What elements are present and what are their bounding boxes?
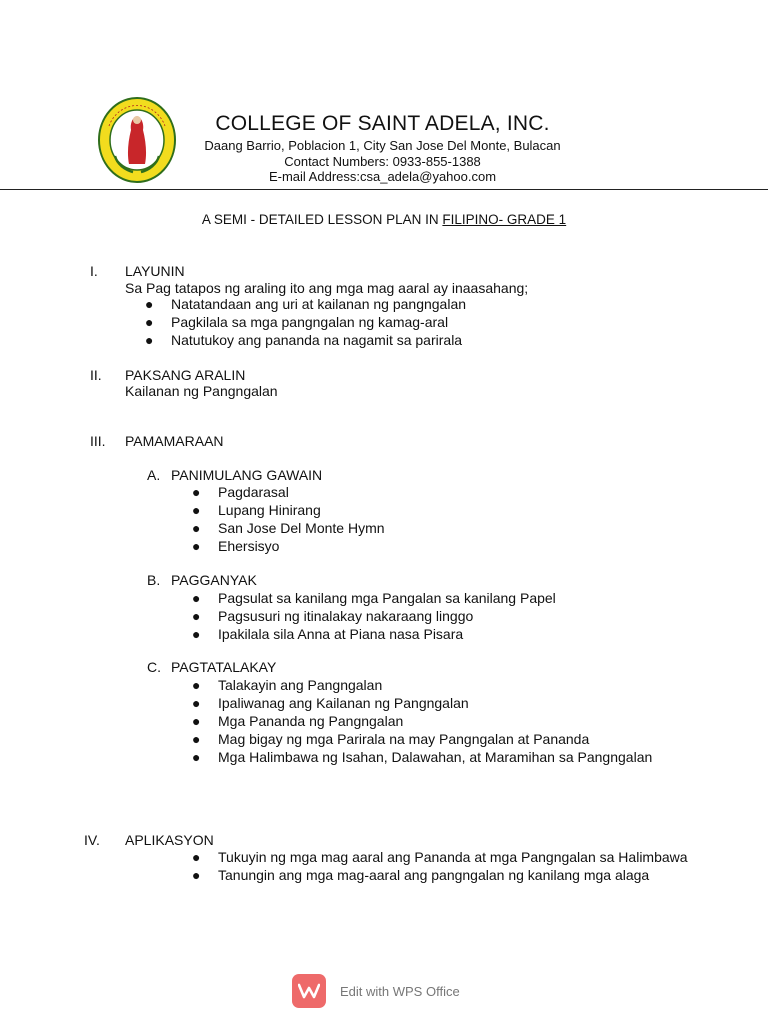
list-item: ● Pagkilala sa mga pangngalan ng kamag-aral — [145, 314, 449, 330]
wps-label: Edit with WPS Office — [340, 983, 460, 999]
bullet-icon: ● — [192, 849, 201, 865]
section-1-number: I. — [90, 263, 98, 279]
section-4-list — [192, 848, 688, 884]
list-item: ● Tanungin ang mga mag-aaral ang pangngalan ng kanilang mga alaga — [192, 867, 650, 883]
section-1-list — [145, 295, 467, 349]
section-2-text: Kailanan ng Pangngalan — [125, 383, 278, 399]
list-item: ● San Jose Del Monte Hymn — [192, 520, 385, 536]
bullet-icon: ● — [192, 731, 201, 747]
list-item: ● Natatandaan ang uri at kailanan ng pangngalan — [145, 296, 467, 312]
list-item: ● Ehersisyo — [192, 538, 280, 554]
list-item: ● Mag bigay ng mga Parirala na may Pangngalan at Pananda — [192, 731, 590, 747]
list-item: ● Pagsusuri ng itinalakay nakaraang linggo — [192, 608, 474, 624]
section-3-title: PAMAMARAAN — [125, 433, 224, 449]
section-4-title: APLIKASYON — [125, 832, 214, 848]
list-item: ● Ipaliwanag ang Kailanan ng Pangngalan — [192, 695, 469, 711]
bullet-icon: ● — [192, 749, 201, 765]
bullet-icon: ● — [192, 713, 201, 729]
list-item: ● Natutukoy ang pananda na nagamit sa parirala — [145, 332, 463, 348]
college-contact: Contact Numbers: 0933-855-1388 — [284, 153, 481, 169]
bullet-icon: ● — [192, 502, 201, 518]
list-item: ● Mga Halimbawa ng Isahan, Dalawahan, at Maramihan sa Pangngalan — [192, 749, 653, 765]
bullet-icon: ● — [145, 332, 154, 348]
bullet-icon: ● — [192, 538, 201, 554]
section-4-number: IV. — [84, 832, 100, 848]
list-item: ● Pagsulat sa kanilang mga Pangalan sa kanilang Papel — [192, 590, 556, 606]
list-item: ● Mga Pananda ng Pangngalan — [192, 713, 404, 729]
bullet-icon: ● — [192, 677, 201, 693]
subsection-c-letter: C. — [147, 659, 161, 675]
subsection-a-letter: A. — [147, 467, 161, 483]
bullet-icon: ● — [192, 484, 201, 500]
bullet-icon: ● — [145, 296, 154, 312]
bullet-icon: ● — [192, 590, 201, 606]
section-2-number: II. — [90, 367, 102, 383]
edit-with-wps-button[interactable] — [292, 974, 460, 1008]
list-item: ● Talakayin ang Pangngalan — [192, 677, 383, 693]
list-item: ● Tukuyin ng mga mag aaral ang Pananda at mga Pangngalan sa Halimbawa — [192, 849, 688, 865]
lesson-plan-title-prefix: A SEMI - DETAILED LESSON PLAN IN — [201, 212, 443, 227]
list-item: ● Pagdarasal — [192, 484, 289, 500]
bullet-icon: ● — [192, 608, 201, 624]
bullet-icon: ● — [192, 867, 201, 883]
subsection-a-list — [192, 483, 688, 555]
subsection-b-title: PAGGANYAK — [171, 572, 257, 588]
bullet-icon: ● — [192, 695, 201, 711]
list-item: ● Ipakilala sila Anna at Piana nasa Pisara — [192, 626, 464, 642]
section-2-title: PAKSANG ARALIN — [125, 367, 246, 383]
list-item: ● Lupang Hinirang — [192, 502, 321, 518]
bullet-icon: ● — [145, 314, 154, 330]
section-1-intro: Sa Pag tatapos ng araling ito ang mga mag aaral ay inaasahang; — [125, 280, 529, 296]
lesson-plan-title — [0, 212, 768, 227]
section-3-number: III. — [90, 433, 106, 449]
wps-logo-icon — [292, 974, 326, 1008]
subsection-c-title: PAGTATALAKAY — [171, 659, 277, 675]
subsection-b-list — [192, 589, 688, 643]
college-name: COLLEGE OF SAINT ADELA, INC. — [215, 112, 550, 135]
section-1-title: LAYUNIN — [125, 263, 185, 279]
institution-header — [190, 110, 575, 185]
lesson-plan-subject: FILIPINO- GRADE 1 — [442, 212, 567, 227]
college-email: E-mail Address:csa_adela@yahoo.com — [268, 169, 497, 184]
bullet-icon: ● — [192, 626, 201, 642]
bullet-icon: ● — [192, 520, 201, 536]
subsection-c-list — [192, 676, 688, 766]
header-divider — [0, 189, 768, 190]
college-address: Daang Barrio, Poblacion 1, City San Jose Del Monte, Bulacan — [204, 138, 561, 153]
college-seal-logo — [97, 96, 177, 184]
subsection-a-title: PANIMULANG GAWAIN — [171, 467, 323, 483]
subsection-b-letter: B. — [147, 572, 161, 588]
